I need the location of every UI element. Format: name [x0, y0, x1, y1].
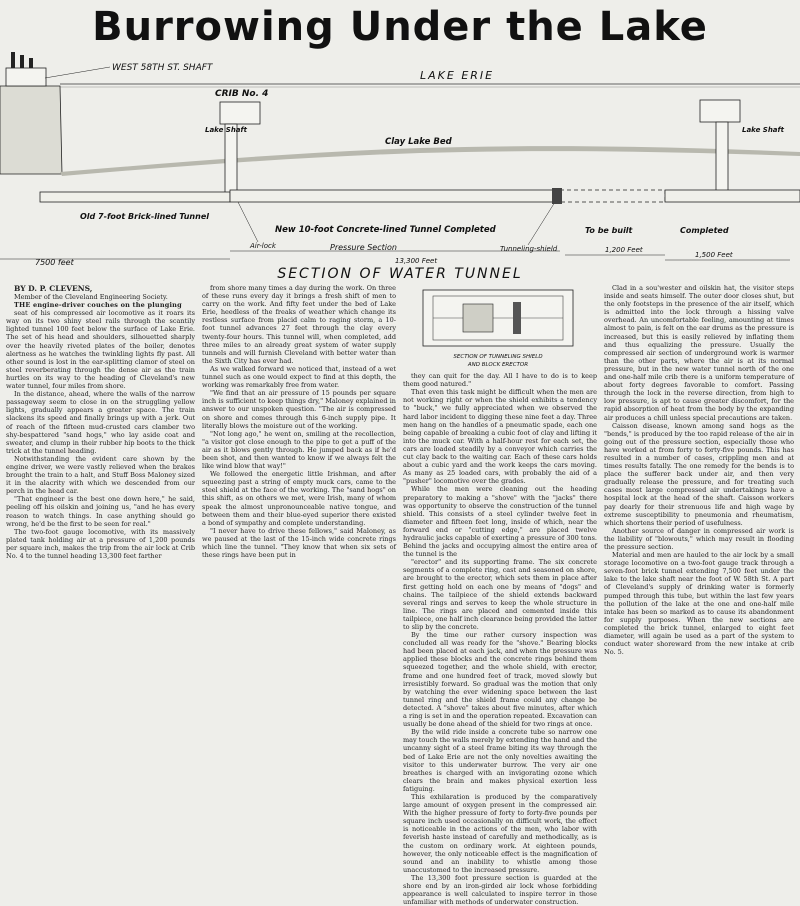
crib-label: CRIB No. 4: [215, 89, 269, 99]
lake-shaft-right-label: Lake Shaft: [742, 126, 784, 134]
pressure-section-label: Pressure Section: [330, 243, 397, 252]
paragraph: This exhilaration is produced by the comparatively large amount of oxygen present in the compressed air. With the higher pressure of forty to forty-five pounds per square inch used occasionally on difficult work, the effect is noticeable in the actions of the men, who labor with feverish haste instead of carefully and methodically, as is the custom on ordinary work. At eighteen pounds, however, the only noticeable effect is the magnification of sound and an inability to whistle among those unaccustomed to the increased pressure.: [403, 792, 597, 874]
new-concrete-tunnel: [230, 190, 560, 202]
article-lead: THE engine-driver couches on the plunging: [14, 301, 182, 310]
paragraph: We followed the energetic little Irishman, and after squeezing past a string of empty muck cars, came to the steel shield at the face of the working. The "sand hogs" on this shift, as on others we met, were Irish, many of whom speak the almost unpronounceable native tongue, and between them and their blue-eyed superior there existed a bond of sympathy and complete understanding.: [202, 470, 396, 527]
paragraph: "Not long ago," he went on, smiling at the recollection, "a visitor got close enough to the pipe to get a puff of the air as it blows gently through. He jumped back as if he'd been shot, and then wanted to know if we always felt the like wind blow that way!": [202, 429, 396, 471]
tunneling-shield-mark: [552, 188, 562, 204]
tunnel-section-diagram: [0, 52, 800, 267]
article-body: [0, 284, 800, 906]
paragraph: seat of his compressed air locomotive as it roars its way on its two shiny steel rails through the scantily lighted tunnel 100 feet below the surface of Lake Erie. The set of his head and shoulders, silhouetted sharply over the heavily riveted plates of the boiler, denotes alertness as he watches the twinkling lights fly past. All other sound is lost in the ear-splitting clamor of steel on steel reverberating through the dense air as the train hurtles on its way to the heading of Cleveland's new water tunnel, four miles from shore.: [6, 309, 195, 391]
crib-right: [700, 100, 740, 122]
paragraph: The 13,300 foot pressure section is guarded at the shore end by an iron-girded air lock whose forbidding appearance is well calculated to inspire terror in those unfamiliar with methods of underwater construction.: [403, 873, 597, 906]
article-column-1: [6, 284, 195, 560]
paragraph: they can quit for the day. All I have to do is to keep them good natured.": [403, 372, 597, 389]
hydraulic-jacks: [513, 302, 521, 334]
paragraph: While the men were cleaning out the heading preparatory to making a "shove" with the "jacks" there was opportunity to observe the construction of the tunnel shield. This consists of a steel cylinder twelve feet in diameter and fifteen feet long, inside of which, near the forward end or "cutting edge," are placed twelve hydraulic jacks capable of exerting a pressure of 300 tons. Behind the jacks and occupying almost the entire area of the tunnel is the: [403, 485, 597, 559]
paragraph: By the time our rather cursory inspection was concluded all was ready for the "shove." Bearing blocks had been placed at each jack, and when the pressure was applied these blocks and the concrete rings behind them squeezed together, and the whole shield, with erector, frame and one hundred feet of track, moved slowly but irresistibly forward. So gradual was the motion that only by watching the ever widening space between the last tunnel ring and the shield frame could any change be detected. A "shove" takes about five minutes, after which a ring is set in and the operation repeated. Excavation can usually be done ahead of the shield for two rings at once.: [403, 631, 597, 729]
diagram-caption: SECTION OF WATER TUNNEL: [277, 266, 523, 282]
paragraph: The two-foot gauge locomotive, with its massively plated tank holding air at a pressure of 1,200 pounds per square inch, makes the trip from the air lock at Crib No. 4 to the tunnel heading 13,300 feet farther: [6, 527, 195, 560]
dim-1500: 1,500 Feet: [695, 251, 733, 259]
smokestack-3: [29, 58, 33, 68]
smokestack-1: [11, 52, 15, 68]
old-brick-tunnel: [40, 192, 230, 202]
paragraph: That even this task might be difficult when the men are not working right or when the shield exhibits a tendency to "buck," we fully appreciated when we observed the hard labor incident to digging these nine feet a day. Three men hang on the handles of a pneumatic spade, each one being capable of breaking a cubic foot of clay and lifting it into the muck car. With a half-hour rest for each set, the cars are loaded steadily by a conveyor which carries the cut clay back to the waiting car. Each of these cars holds about a cubic yard and the work keeps the cars moving. As many as 25 loaded cars, with probably the aid of a "pusher" locomotive over the grades.: [403, 388, 597, 486]
tunneling-shield-inset: [403, 284, 593, 370]
paragraph: Caisson disease, known among sand hogs as the "bends," is produced by the too rapid release of the air in going out of the pressure section, especially those who have worked at from forty to forty-five pounds. This has resulted in a number of cases, crippling men and at times results fatally. The one remedy for the bends is to place the sufferer back under air, and then very gradually release the pressure, and for treating such cases most large compressed air undertakings have a hospital lock at the head of the shaft. Caisson workers pay dearly for their strenuous life and high wage by extreme susceptibility to pneumonia and rheumatism, which shortens their period of usefulness.: [604, 421, 794, 527]
paragraph: As we walked forward we noticed that, instead of a wet tunnel such as one would expect to find at this depth, the working was remarkably free from water.: [202, 364, 396, 390]
headline: Burrowing Under the Lake: [92, 4, 708, 50]
lake-shaft-left: [225, 124, 237, 196]
byline: BY D. P. CLEVENS,: [14, 284, 93, 293]
air-lock-label: Air-lock: [250, 242, 276, 250]
tunnel-to-be-built: [560, 190, 665, 202]
tunneling-shield-label: Tunneling-shield: [500, 245, 558, 253]
block-erector: [463, 304, 493, 332]
lake-shaft-left-label: Lake Shaft: [205, 126, 247, 134]
paragraph: "We find that an air pressure of 15 pounds per square inch is sufficient to keep things dry," Maloney explained in answer to our unspoken question. "The air is compressed on shore and comes through this 6-inch supply pipe. It literally blows the moisture out of the working.: [202, 389, 396, 430]
shore-ground: [0, 86, 62, 174]
paragraph: "I never have to drive these fellows," said Maloney, as we paused at the last of the 15-inch wide concrete rings which line the tunnel. "They know that when six sets of these rings have been put in: [202, 526, 396, 560]
pump-house: [6, 68, 46, 86]
completed-label: Completed: [680, 226, 729, 235]
clay-lake-bed: [60, 146, 800, 176]
to-be-built-label: To be built: [585, 226, 633, 235]
article-column-3: [403, 284, 597, 906]
crib-structure: [220, 102, 260, 124]
dim-7500: 7500 feet: [35, 258, 74, 267]
dim-1200: 1,200 Feet: [605, 246, 643, 254]
article-column-2: [202, 284, 396, 560]
smokestack-2: [20, 55, 24, 68]
paragraph: Notwithstanding the evident care shown by the engine driver, we were vastly relieved when the brakes brought the train to a halt, and Stuff Boss Maloney sized it in the alacrity with which we descended from our perch in the head car.: [6, 454, 195, 496]
author-affiliation: Member of the Cleveland Engineering Society.: [14, 293, 168, 301]
old-tunnel-label: Old 7-foot Brick-lined Tunnel: [80, 212, 209, 221]
clay-bed-label: Clay Lake Bed: [385, 137, 452, 147]
paragraph: Material and men are hauled to the air lock by a small storage locomotive on a two-foot gauge track through a seven-foot brick tunnel extending 7,500 feet under the lake to the lake shaft near the foot of W. 58th St. A part of Cleveland's supply of drinking water is formerly pumped through this tube, but within the last few years the pollution of the lake at the one and one-half mile intake has been so marked as to cause its abandonment for supply purposes. When the new sections are completed the brick tunnel, enlarged to eight feet diameter, will again be used as a part of the system to conduct water shoreward from the new intake at crib No. 5.: [604, 551, 794, 657]
dim-13300: 13,300 Feet: [395, 257, 438, 265]
paragraph: "That engineer is the best one down here," he said, peeling off his oilskin and joining us, "and he has every reason to watch things. In case anything should go wrong, he'd be the first to be seen for real.": [6, 495, 195, 528]
new-tunnel-label: New 10-foot Concrete-lined Tunnel Completed: [275, 225, 496, 235]
shaft-label: WEST 58TH ST. SHAFT: [112, 63, 213, 73]
tunnel-completed-section: [665, 190, 800, 202]
paragraph: Clad in a sou'wester and oilskin hat, the visitor steps inside and seats himself. The outer door closes shut, but the only footsteps in the presence of the air itself, which is admitted into the lock through a hissing valve overhead. An uncomfortable feeling, amounting at times almost to pain, is felt on the ear drums as the pressure is increased, but this is easily relieved by inflating them and thus equalizing the pressure. Usually the compressed air section of underground work is warmer than the other parts, where the air is at its normal pressure, but in the new water tunnel north of the one and one-half mile crib there is a uniform temperature of about forty degrees favorable to comfort. Passing through the lock in the reverse direction, from high to low pressure, is apt to cause greater discomfort, for the rapid absorption of heat from the body by the expanding air produces a chill unless special precautions are taken.: [604, 284, 794, 422]
paragraph: Another source of danger in compressed air work is the liability of "blowouts," which may result in flooding the pressure section.: [604, 526, 794, 551]
article-column-4: [604, 284, 794, 657]
paragraph: "erector" and its supporting frame. The six concrete segments of a complete ring, cast and seasoned on shore, are brought to the erector, which sets them in place after first getting hold on each one by means of "dogs" and chains. The tailpiece of the shield extends backward several rings and serves to keep the whole structure in line. The rings are placed and cemented inside this tailpiece, one half inch clearance being provided the latter to slip by the concrete.: [403, 558, 597, 631]
inset-caption-2: AND BLOCK ERECTOR: [467, 362, 529, 368]
paragraph: By the wild ride inside a concrete tube so narrow one may touch the walls merely by extending the hand and the uncanny sight of a steel frame biting its way through the bed of Lake Erie are not the only novelties awaiting the visitor to this underwater burrow. The very air one breathes is charged with an invigorating ozone which clears the brain and makes physical exertion less fatiguing.: [403, 728, 597, 793]
lake-erie-label: LAKE ERIE: [420, 69, 495, 82]
inset-caption-1: SECTION OF TUNNELING SHIELD: [453, 354, 543, 360]
paragraph: In the distance, ahead, where the walls of the narrow passageway seem to close in on the struggling yellow lights, gradually appears a greater space. The train slackens its speed and finally brings up with a jerk. Out of reach of the fifteen mud-crusted cars clamber two shy-bespattered "sand hogs," who lay aside coat and sweater, and clump in their rubber hip boots to the thick trick at the tunnel heading.: [6, 390, 195, 455]
paragraph: from shore many times a day during the work. On three of these runs every day it brings a fresh shift of men to carry on the work. And fifty feet under the bed of Lake Erie, heedless of the freaks of weather which change its restless surface from placid calm to raging storm, a 10-foot tunnel advances 27 feet through the clay every twenty-four hours. This tunnel will, when completed, add three miles to an already great system of water supply tunnels and will furnish Cleveland with better water than the Sixth City has ever had.: [202, 284, 396, 365]
lake-shaft-right: [716, 122, 728, 196]
